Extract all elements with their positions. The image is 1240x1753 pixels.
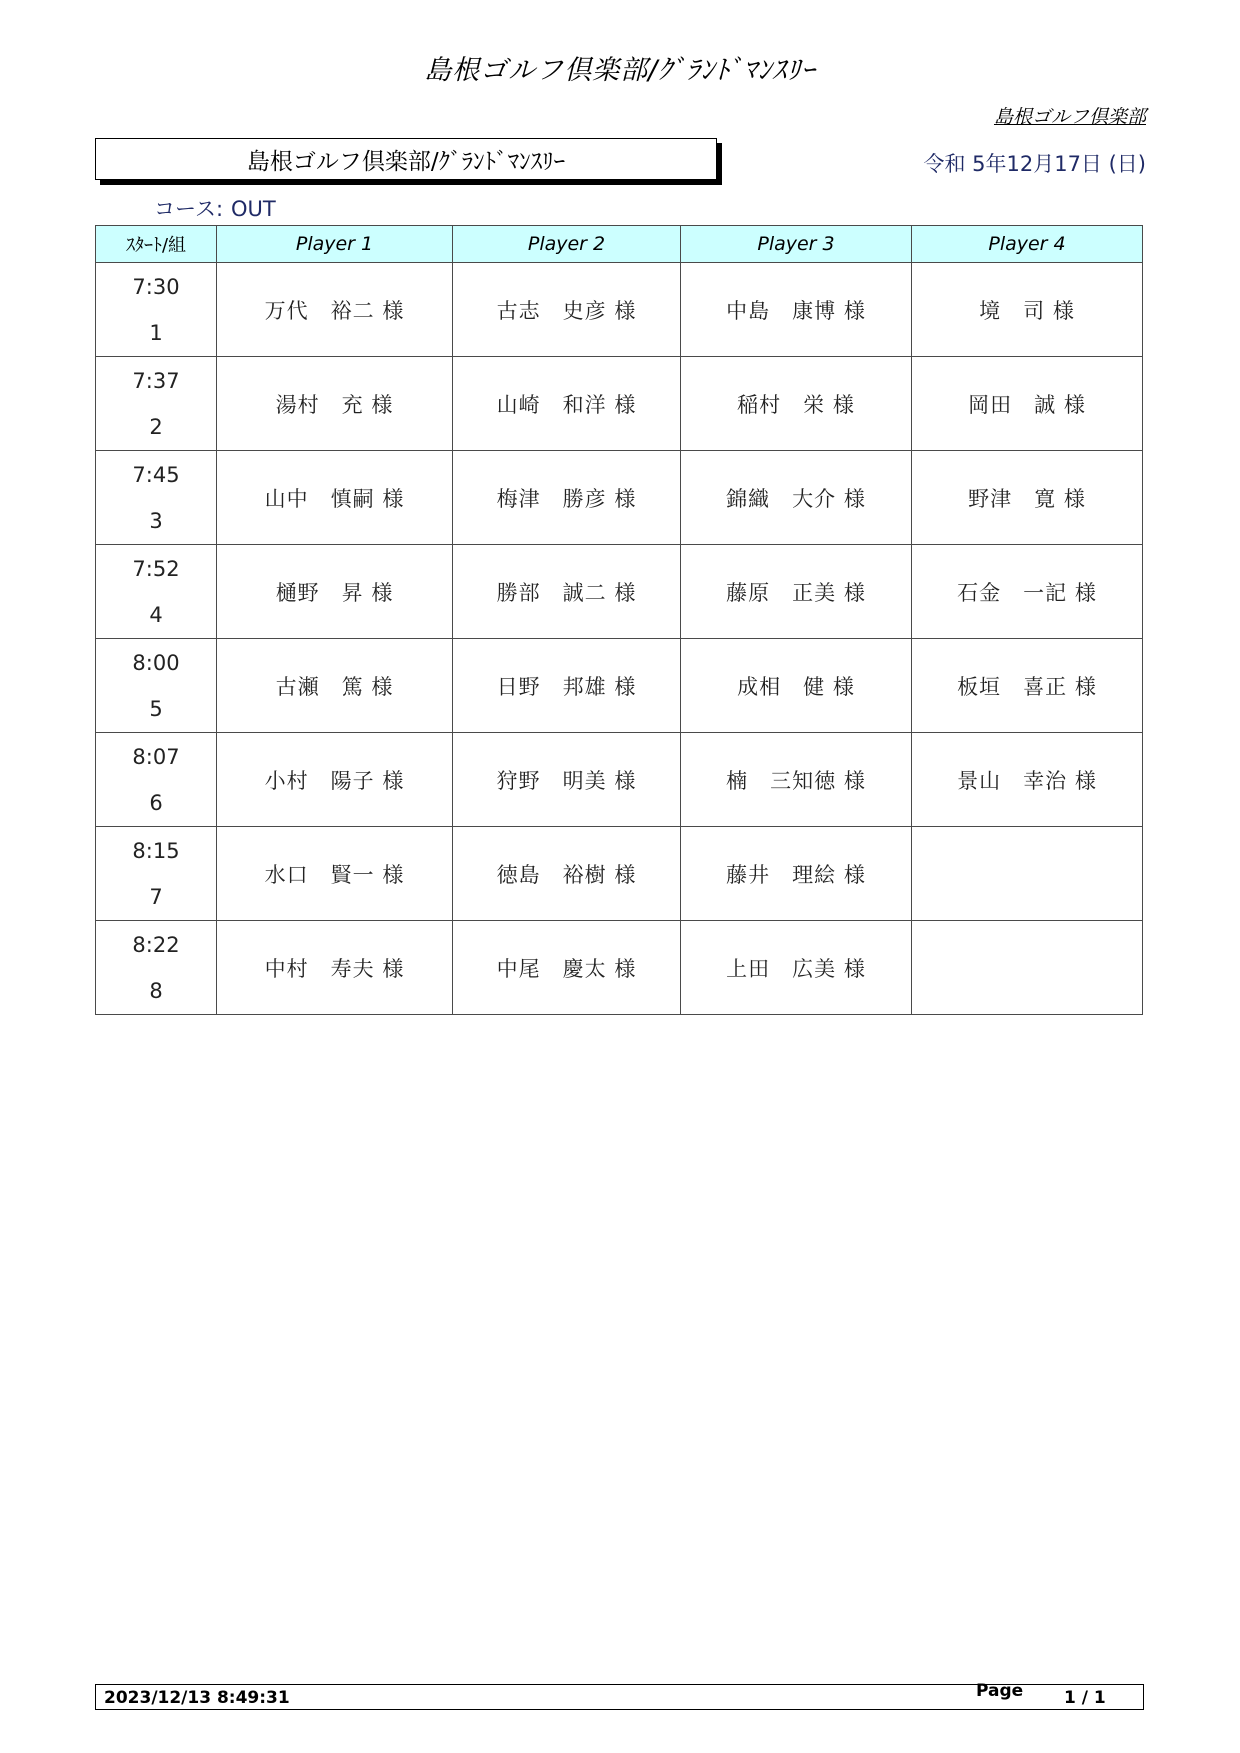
player-cell: 中村 寿夫 様 xyxy=(217,921,453,1015)
table-header-row xyxy=(96,226,1143,263)
player-cell: 藤井 理絵 様 xyxy=(681,827,912,921)
group-number: 2 xyxy=(149,414,163,439)
table-row xyxy=(96,827,1143,921)
player-cell: 藤原 正美 様 xyxy=(681,545,912,639)
table-row xyxy=(96,733,1143,827)
course-label: コース: xyxy=(154,197,224,221)
player-cell: 板垣 喜正 様 xyxy=(912,639,1143,733)
start-time: 7:30 xyxy=(132,274,180,299)
player-cell: 古瀬 篤 様 xyxy=(217,639,453,733)
start-group-cell xyxy=(96,263,217,357)
table-row xyxy=(96,921,1143,1015)
group-number: 8 xyxy=(149,978,163,1003)
player-cell: 岡田 誠 様 xyxy=(912,357,1143,451)
club-name: 島根ゴルフ倶楽部 xyxy=(993,106,1146,128)
player-cell: 野津 寛 様 xyxy=(912,451,1143,545)
player-cell: 成相 健 様 xyxy=(681,639,912,733)
column-header-player-1: Player 1 xyxy=(217,226,453,263)
player-cell: 湯村 充 様 xyxy=(217,357,453,451)
table-row xyxy=(96,451,1143,545)
player-cell: 山中 慎嗣 様 xyxy=(217,451,453,545)
player-cell: 水口 賢一 様 xyxy=(217,827,453,921)
start-group-cell xyxy=(96,921,217,1015)
group-number: 7 xyxy=(149,884,163,909)
column-header-player-3: Player 3 xyxy=(681,226,912,263)
player-cell: 万代 裕二 様 xyxy=(217,263,453,357)
start-time: 7:45 xyxy=(132,462,180,487)
player-cell xyxy=(912,827,1143,921)
player-cell: 梅津 勝彦 様 xyxy=(453,451,681,545)
table-row xyxy=(96,639,1143,733)
table-row xyxy=(96,545,1143,639)
print-footer xyxy=(95,1681,1144,1710)
start-group-cell xyxy=(96,357,217,451)
course-value: OUT xyxy=(231,197,276,221)
page-number: 1 / 1 xyxy=(1064,1688,1106,1708)
table-row xyxy=(96,263,1143,357)
column-header-start-group: ｽﾀｰﾄ/組 xyxy=(96,226,217,263)
player-cell: 稲村 栄 様 xyxy=(681,357,912,451)
player-cell: 中島 康博 様 xyxy=(681,263,912,357)
event-name-box xyxy=(95,138,717,180)
player-cell: 石金 一記 様 xyxy=(912,545,1143,639)
group-number: 1 xyxy=(149,320,163,345)
page-title: 島根ゴルフ倶楽部/ｸﾞﾗﾝﾄﾞﾏﾝｽﾘｰ xyxy=(424,55,816,86)
event-date: 令和 5年12月17日 (日) xyxy=(923,152,1146,176)
start-group-cell xyxy=(96,733,217,827)
group-number: 6 xyxy=(149,790,163,815)
start-time: 7:37 xyxy=(132,368,180,393)
player-cell: 小村 陽子 様 xyxy=(217,733,453,827)
start-group-cell xyxy=(96,545,217,639)
player-cell: 樋野 昇 様 xyxy=(217,545,453,639)
course-line xyxy=(154,193,284,223)
pairing-table xyxy=(95,225,1143,1015)
print-timestamp: 2023/12/13 8:49:31 xyxy=(104,1688,290,1708)
start-group-cell xyxy=(96,827,217,921)
start-time: 8:15 xyxy=(132,838,180,863)
table-row xyxy=(96,357,1143,451)
start-group-cell xyxy=(96,451,217,545)
column-header-player-2: Player 2 xyxy=(453,226,681,263)
player-cell: 古志 史彦 様 xyxy=(453,263,681,357)
player-cell: 上田 広美 様 xyxy=(681,921,912,1015)
start-group-cell xyxy=(96,639,217,733)
player-cell: 景山 幸治 様 xyxy=(912,733,1143,827)
event-name: 島根ゴルフ倶楽部/ｸﾞﾗﾝﾄﾞﾏﾝｽﾘｰ xyxy=(246,148,566,175)
group-number: 3 xyxy=(149,508,163,533)
start-time: 8:00 xyxy=(132,650,180,675)
page-label: Page xyxy=(976,1681,1024,1701)
player-cell: 錦織 大介 様 xyxy=(681,451,912,545)
player-cell: 山崎 和洋 様 xyxy=(453,357,681,451)
start-time: 7:52 xyxy=(132,556,180,581)
player-cell: 中尾 慶太 様 xyxy=(453,921,681,1015)
column-header-player-4: Player 4 xyxy=(912,226,1143,263)
player-cell: 境 司 様 xyxy=(912,263,1143,357)
player-cell: 徳島 裕樹 様 xyxy=(453,827,681,921)
player-cell: 日野 邦雄 様 xyxy=(453,639,681,733)
player-cell xyxy=(912,921,1143,1015)
start-time: 8:22 xyxy=(132,932,180,957)
group-number: 5 xyxy=(149,696,163,721)
player-cell: 楠 三知徳 様 xyxy=(681,733,912,827)
player-cell: 勝部 誠二 様 xyxy=(453,545,681,639)
start-time: 8:07 xyxy=(132,744,180,769)
player-cell: 狩野 明美 様 xyxy=(453,733,681,827)
group-number: 4 xyxy=(149,602,163,627)
